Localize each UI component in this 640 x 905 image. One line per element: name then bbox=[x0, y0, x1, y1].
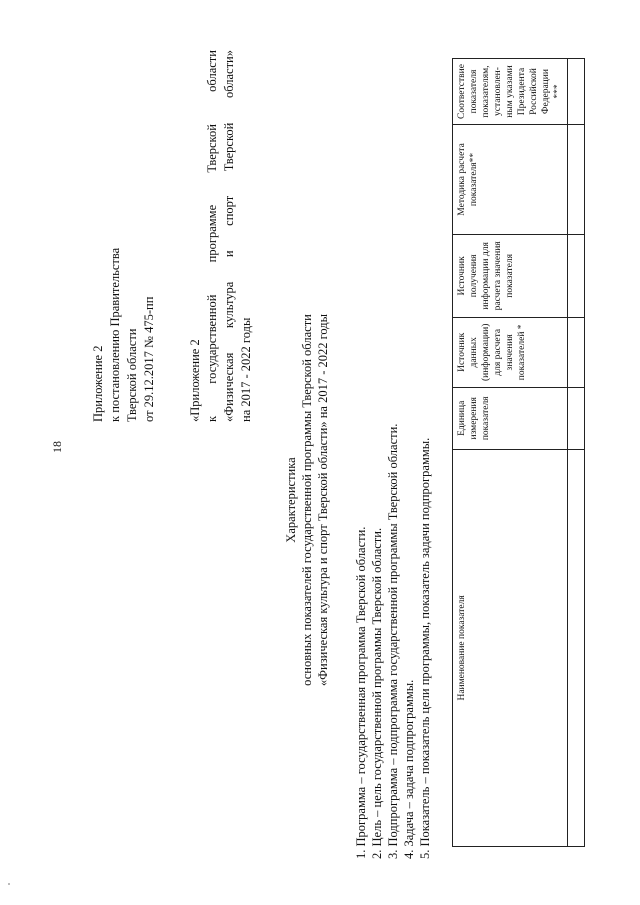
table-header-row bbox=[453, 59, 568, 847]
definition-item: 3. Подпрограмма – подпрограмма государственной программы Тверской области. bbox=[386, 423, 400, 859]
appendix-line: Тверской области bbox=[125, 328, 139, 422]
appendix-line: от 29.12.2017 № 475-пп bbox=[142, 296, 156, 422]
table-cell bbox=[568, 317, 585, 387]
word: и bbox=[222, 250, 236, 258]
header-method: Методика расчета показателя** bbox=[453, 125, 568, 235]
word: области» bbox=[222, 50, 236, 99]
document-title bbox=[283, 270, 331, 730]
program-appendix-block bbox=[187, 50, 255, 422]
header-unit: Единица измерения показателя bbox=[453, 387, 568, 449]
header-data-source: Источник данных (информации) для расчета значения показателей * bbox=[453, 317, 568, 387]
program-appendix-line bbox=[221, 50, 238, 422]
appendix-line: Приложение 2 bbox=[91, 345, 105, 422]
definition-item: 5. Показатель – показатель цели программы, показатель задачи подпрограммы. bbox=[418, 437, 432, 859]
program-appendix-line: «Приложение 2 bbox=[188, 339, 202, 422]
definition-item: 1. Программа – государственная программа Тверской области. bbox=[354, 526, 368, 859]
table-cell bbox=[568, 59, 585, 125]
definition-item: 2. Цель – цель государственной программы Тверской области. bbox=[370, 527, 384, 859]
table-row bbox=[568, 59, 585, 847]
word: области bbox=[205, 50, 219, 92]
header-indicator-name: Наименование показателя bbox=[453, 449, 568, 846]
program-appendix-line bbox=[204, 50, 221, 422]
word: культура bbox=[222, 281, 236, 329]
definitions-list bbox=[353, 424, 433, 859]
title-line: «Физическая культура и спорт Тверской области» на 2017 - 2022 годы bbox=[316, 313, 330, 687]
word: Тверской bbox=[205, 124, 219, 173]
page-number: 18 bbox=[50, 441, 64, 453]
program-appendix-line: на 2017 - 2022 годы bbox=[239, 317, 253, 422]
table-cell bbox=[568, 449, 585, 846]
title-line: основных показателей государственной программы Тверской области bbox=[300, 314, 314, 686]
indicators-table bbox=[452, 58, 585, 847]
appendix-header bbox=[90, 248, 158, 422]
word: «Физическая bbox=[222, 352, 236, 422]
word: Тверской bbox=[222, 122, 236, 172]
table-cell bbox=[568, 387, 585, 449]
table-cell bbox=[568, 125, 585, 235]
word: спорт bbox=[222, 195, 236, 226]
header-info-source: Источник получения информации для расчета значения показателя bbox=[453, 234, 568, 317]
word: программе bbox=[205, 204, 219, 263]
appendix-line: к постановлению Правительства bbox=[108, 247, 122, 422]
title-line: Характеристика bbox=[284, 457, 298, 543]
definition-item: 4. Задача – задача подпрограммы. bbox=[402, 679, 416, 859]
scan-mark bbox=[8, 883, 10, 885]
header-compliance: Соответствие показателя показателям, установлен-ным указами Президента Российской Федерации *** bbox=[453, 59, 568, 125]
word: государственной bbox=[205, 294, 219, 384]
table-cell bbox=[568, 234, 585, 317]
word: к bbox=[205, 415, 219, 422]
